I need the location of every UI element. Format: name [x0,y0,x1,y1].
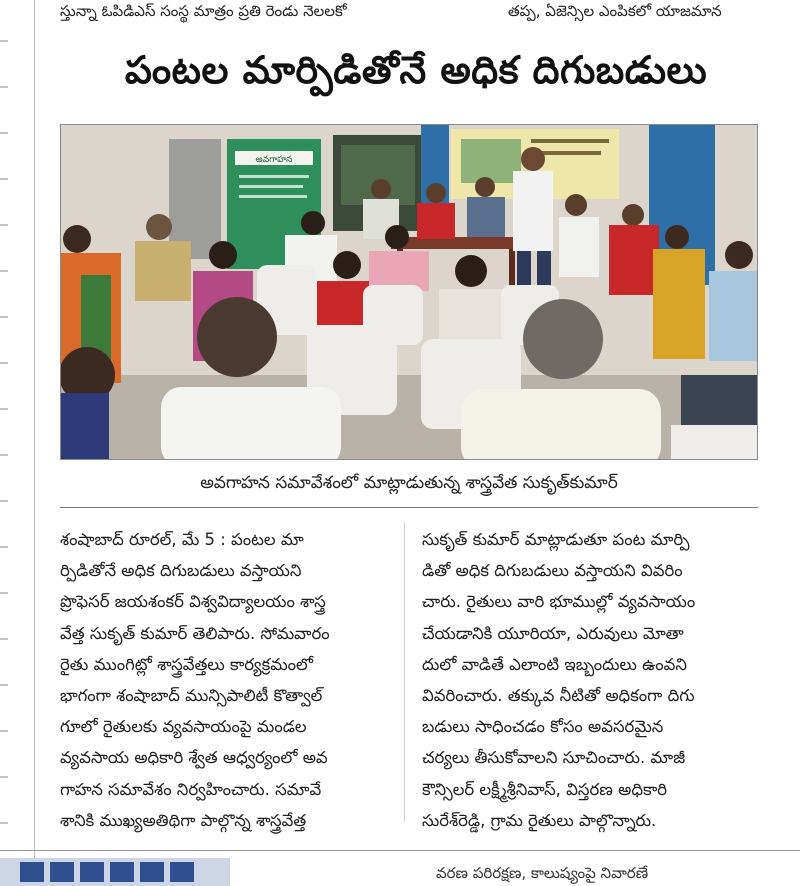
article-column-left [60,524,396,836]
article-line: కౌన్సిలర్ లక్ష్మీశ్రీనివాస్, విస్తరణ అధికారి [422,779,668,799]
article-headline: పంటల మార్పిడితోనే అధిక దిగుబడులు [124,48,708,92]
previous-article-text-right: తప్ప, ఏజెన్సిల ఎంపికలో యాజమాన [508,2,722,20]
banner-caption: అవగాహన [255,155,293,165]
article-photo [60,124,758,460]
section-rule [0,850,800,851]
article-line: గాహన సమావేశం నిర్వహించారు. సమావే [60,779,322,799]
column-divider [404,522,405,822]
article-line: వేత్త సుకృత్ కుమార్ తెలిపారు. సోమవారం [60,623,330,643]
article-line: చర్యలు తీసుకోవాలని సూచించారు. మాజీ [422,748,686,768]
article-line: రైతు ముంగిట్లో శాస్త్రవేత్తలు కార్యక్రమంలో [60,654,314,674]
margin-marks [0,40,8,840]
article-line: శానికి ముఖ్యఅతిథిగా పాల్గొన్న శాస్త్రవేత్త [60,810,307,830]
previous-article-text-left: స్తున్నా ఓపిడిఎస్ సంస్థ మాత్రం ప్రతి రెండు నెలలకో [60,2,347,20]
article-line: ప్రొఫెసర్ జయశంకర్ విశ్వవిద్యాలయం శాస్త్ర [60,592,326,612]
article-line: బడులు సాధించడం కోసం అవసరమైన [422,717,664,737]
article-line: చారు. రైతులు వారి భూముల్లో వ్యవసాయం [422,592,696,612]
article-line: డితో అధిక దిగుబడులు వస్తాయని వివరిం [422,561,683,581]
next-article-photo [0,858,230,886]
article-line: సురేశ్‌రెడ్డి, గ్రామ రైతులు పాల్గొన్నారు. [422,810,657,830]
article-line: వ్యవసాయ అధికారి శ్వేత ఆధ్వర్యంలో అవ [60,748,328,768]
article-line: భాగంగా శంషాబాద్ మున్సిపాలిటీ కొత్వాల్ [60,686,323,706]
article-line: ర్పిడితోనే అధిక దిగుబడులు వస్తాయని [60,561,302,581]
article-line: చేయడానికి యూరియా, ఎరువులు మోతా [422,623,684,643]
photo-caption-box [60,462,758,508]
next-photo-illustration [0,858,230,886]
article-line: వివరించారు. తక్కువ నీటితో అధికంగా దిగు [422,686,695,706]
column-rule [34,0,35,886]
article-line: దులో వాడితే ఎలాంటి ఇబ్బందులు ఉంవని [422,654,687,674]
previous-article-strip [0,0,800,28]
article-column-right [422,524,758,836]
photo-caption: అవగాహన సమావేశంలో మాట్లాడుతున్న శాస్త్రవేత సుకృత్‌కుమార్ [200,472,618,493]
article-line: సుకృత్ కుమార్ మాట్లాడుతూ పంట మార్పి [422,530,690,549]
article-line: గూలో రైతులకు వ్యవసాయంపై మండల [60,717,307,737]
article-line: శంషాబాద్ రూరల్, మే 5 : పంటల మా [60,530,304,549]
meeting-photo-illustration [61,125,758,460]
next-article-text: వరణ పరిరక్షణ, కాలుష్యంపై నివారణే [436,864,649,882]
